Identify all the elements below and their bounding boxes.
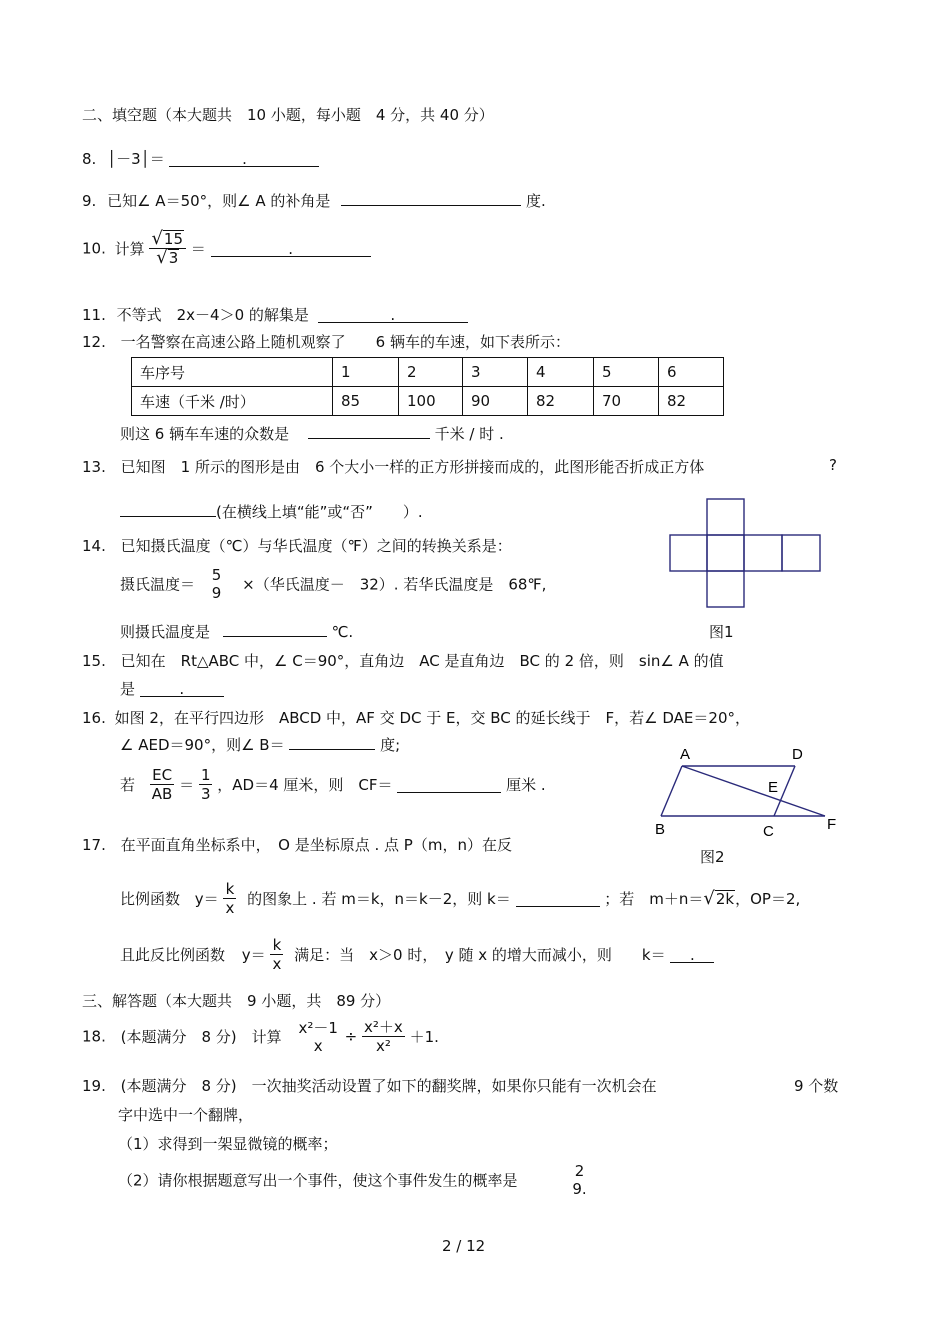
question-17 <box>82 834 512 855</box>
question-number: 12. <box>82 333 106 351</box>
question-13 <box>82 456 704 477</box>
sqrt-fraction: $\frac{√15}{√3}$ <box>149 230 186 267</box>
question-14 <box>82 535 512 556</box>
net-square <box>744 535 782 571</box>
question-14-line2: 摄氏温度＝ 5 9 ×（华氏温度－ 32）. 若华氏温度是 68℉, <box>120 566 547 602</box>
fraction: 5 9 <box>211 566 222 602</box>
answer-blank <box>516 890 600 907</box>
question-number: 9. <box>82 192 97 210</box>
question-text: (本题满分 8 分) 计算 <box>120 1028 282 1046</box>
question-19 <box>82 1075 657 1096</box>
question-19-line2: 字中选中一个翻牌， <box>118 1106 254 1124</box>
question-number: 18. <box>82 1027 106 1046</box>
question-13-line2: (在横线上填“能”或“否” ）. <box>120 500 423 522</box>
question-mark: ? <box>829 456 837 474</box>
net-square <box>707 535 744 571</box>
fraction: 2 9. <box>572 1162 587 1198</box>
side-AB <box>661 766 682 816</box>
answer-blank <box>289 733 375 750</box>
question-number: 14. <box>82 537 106 555</box>
question-text: (本题满分 8 分) 一次抽奖活动设置了如下的翻奖牌，如果你只能有一次机会在 <box>120 1077 657 1095</box>
table-cell: 85 <box>333 387 399 416</box>
section-header: 三、解答题（本大题共 9 小题，共 89 分） <box>82 992 391 1010</box>
table-cell: 90 <box>463 387 528 416</box>
question-text: 已知∠ A＝50°，则∠ A 的补角是 <box>107 192 331 210</box>
page-number: 2 / 12 <box>442 1237 486 1255</box>
line-AF <box>682 766 825 816</box>
table-cell: 6 <box>659 358 724 387</box>
question-number: 13. <box>82 458 106 476</box>
figure-2-parallelogram <box>650 742 850 842</box>
question-12-followup: 则这 6 辆车车速的众数是 千米 / 时 . <box>120 422 504 444</box>
question-8 <box>82 148 319 169</box>
speed-table <box>131 357 724 416</box>
question-17-line2: 比例函数 y＝ $\frac{k}{x}$ 的图象上 . 若 m＝k，n＝k－2，则 k＝ ；若 m＋n＝√2k，OP＝2, <box>120 880 801 917</box>
table-cell: 4 <box>528 358 594 387</box>
net-square <box>707 571 744 607</box>
figure-1-label: 图1 <box>709 623 734 641</box>
question-prefix: 计算 <box>114 240 145 258</box>
question-text: 在平面直角坐标系中， O 是坐标原点 . 点 P（m，n）在反 <box>120 836 512 854</box>
question-19-sub2: （2）请你根据题意写出一个事件，使这个事件发生的概率是 2 9. <box>118 1162 587 1198</box>
question-text: 如图 2，在平行四边形 ABCD 中，AF 交 DC 于 E，交 BC 的延长线于 F，若∠ DAE＝20°， <box>114 709 750 727</box>
question-text: 一名警察在高速公路上随机观察了 6 辆车的车速，如下表所示： <box>120 333 570 351</box>
table-cell: 82 <box>659 387 724 416</box>
table-cell: 车速（千米 /时） <box>132 387 333 416</box>
figure-1-cube-net <box>668 498 822 608</box>
fraction: $\frac{k}{x}$ <box>272 936 282 973</box>
question-16-line2: ∠ AED＝90°，则∠ B＝ 度; <box>120 733 400 755</box>
question-number: 11. <box>82 306 106 324</box>
answer-blank <box>223 620 327 637</box>
expression: │－3│＝ <box>107 150 165 168</box>
question-number: 8. <box>82 150 97 168</box>
section-header: 二、填空题（本大题共 10 小题，每小题 4 分，共 40 分） <box>82 106 494 124</box>
question-number: 19. <box>82 1077 106 1095</box>
question-text: 已知图 1 所示的图形是由 6 个大小一样的正方形拼接而成的，此图形能否折成正方体 <box>120 458 705 476</box>
question-9 <box>82 189 546 211</box>
question-16 <box>82 707 750 728</box>
question-12 <box>82 331 570 352</box>
answer-blank <box>397 776 501 793</box>
point-label-B: B <box>655 821 666 838</box>
point-label-F: F <box>827 816 837 833</box>
net-square <box>670 535 707 571</box>
question-16-line3: 若 $\frac{EC}{AB}$ ＝ $\frac{1}{3}$ ，AD＝4 厘米，则 CF＝ 厘米 . <box>120 766 546 803</box>
answer-blank: . <box>169 150 319 167</box>
net-square <box>707 499 744 535</box>
answer-blank: . <box>140 680 224 697</box>
fraction: $\frac{EC}{AB}$ <box>151 766 173 803</box>
table-cell: 1 <box>333 358 399 387</box>
question-19-nine: 9 个数 <box>794 1077 839 1095</box>
answer-blank <box>308 422 430 439</box>
question-number: 16. <box>82 709 106 727</box>
table-cell: 5 <box>594 358 659 387</box>
question-15 <box>82 650 724 671</box>
answer-blank <box>120 500 216 517</box>
fraction: x²－1 x <box>298 1018 338 1055</box>
question-14-line3: 则摄氏温度是 ℃. <box>120 620 353 642</box>
fraction: $\frac{\text{x²＋x}}{\text{x²}}$ <box>364 1018 403 1055</box>
figure-2-label: 图2 <box>700 848 725 866</box>
answer-blank: . <box>670 946 714 963</box>
question-number: 10. <box>82 239 106 258</box>
table-row <box>132 358 724 387</box>
point-label-D: D <box>792 746 803 763</box>
answer-blank <box>341 189 521 206</box>
fraction: $\frac{k}{x}$ <box>225 880 235 917</box>
question-text: 已知摄氏温度（℃）与华氏温度（℉）之间的转换关系是： <box>120 537 512 555</box>
fraction: $\frac{1}{3}$ <box>200 766 211 803</box>
question-17-line3: 且此反比例函数 y＝ $\frac{k}{x}$ 满足：当 x＞0 时， y 随 x 的增大而减小，则 k＝ . <box>120 936 714 973</box>
table-cell: 3 <box>463 358 528 387</box>
question-19-sub1: （1）求得到一架显微镜的概率； <box>118 1135 338 1153</box>
point-label-E: E <box>768 779 779 796</box>
point-label-A: A <box>680 746 691 763</box>
question-10: 10. 计算 $\frac{√15}{√3}$ ＝ . <box>82 230 371 267</box>
point-label-C: C <box>763 823 774 840</box>
answer-blank: . <box>211 240 371 257</box>
question-number: 17. <box>82 836 106 854</box>
question-text: 不等式 2x－4＞0 的解集是 <box>116 306 309 324</box>
table-cell: 2 <box>399 358 463 387</box>
net-square <box>782 535 820 571</box>
question-18: 18. (本题满分 8 分) 计算 x²－1 x ÷ $\frac{\text{x²＋x}}{\text{x²}}$ ＋1. <box>82 1018 439 1055</box>
answer-blank: . <box>318 306 468 323</box>
table-row <box>132 387 724 416</box>
table-cell: 车序号 <box>132 358 333 387</box>
question-text: 已知在 Rt△ABC 中，∠ C＝90°，直角边 AC 是直角边 BC 的 2 倍，则 sin∠ A 的值 <box>120 652 724 670</box>
question-11 <box>82 304 468 325</box>
table-cell: 70 <box>594 387 659 416</box>
table-cell: 100 <box>399 387 463 416</box>
table-cell: 82 <box>528 387 594 416</box>
question-suffix: 度. <box>525 192 546 210</box>
question-number: 15. <box>82 652 106 670</box>
question-15-line2: 是 . <box>120 678 224 699</box>
